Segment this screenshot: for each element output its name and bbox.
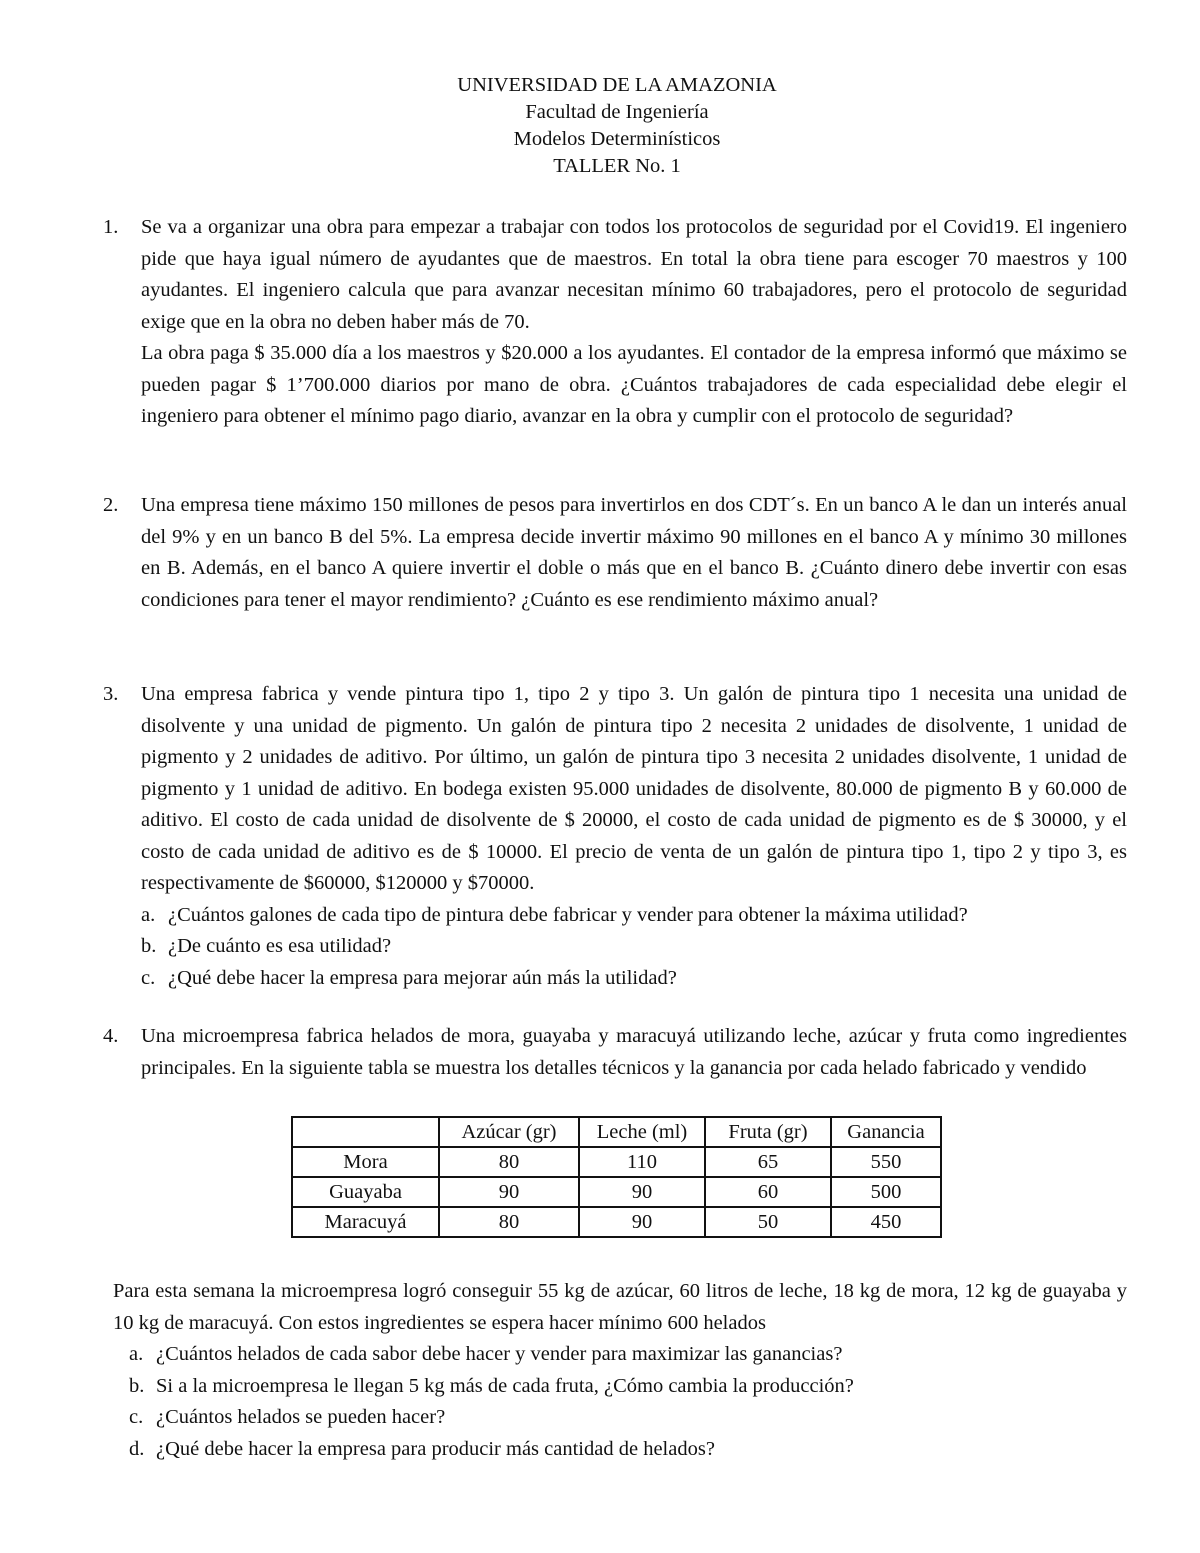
question-number: 3.: [103, 683, 119, 705]
table-cell: 450: [831, 1207, 941, 1237]
table-cell: 65: [705, 1147, 831, 1177]
table-cell: Maracuyá: [292, 1207, 439, 1237]
question-4: [103, 1021, 1127, 1084]
sub-text: ¿Cuántos helados de cada sabor debe hacer y vender para maximizar las ganancias?: [156, 1343, 843, 1365]
question-4-subs: [113, 1339, 1127, 1465]
question-number: 2.: [103, 494, 119, 516]
university-name: UNIVERSIDAD DE LA AMAZONIA: [457, 74, 777, 96]
question-1-paragraph-2: La obra paga $ 35.000 día a los maestros y $20.000 a los ayudantes. El contador de la empresa informó que máximo se pueden pagar $ 1’700.000 diarios por mano de obra. ¿Cuántos trabajadores de cada especialidad debe elegir el ingeniero para obtener el mínimo pago diario, avanzar en la obra y cumplir con el protocolo de seguridad?: [141, 342, 1127, 427]
question-3-text: Una empresa fabrica y vende pintura tipo 1, tipo 2 y tipo 3. Un galón de pintura tipo 1 necesita una unidad de disolvente y una unidad de pigmento. Un galón de pintura tipo 2 necesita 2 unidades de disolvente, 1 unidad de pigmento y 2 unidades de aditivo. Por último, un galón de pintura tipo 3 necesita 2 unidades disolvente, 1 unidad de pigmento y 1 unidad de aditivo. En bodega existen 95.000 unidades de disolvente, 80.000 de pigmento B y 60.000 de aditivo. El costo de cada unidad de disolvente de $ 20000, el costo de cada unidad de pigmento es de $ 30000, y el costo de cada unidad de aditivo es de $ 10000. El precio de venta de un galón de pintura tipo 1, tipo 2 y tipo 3, es respectivamente de $60000, $120000 y $70000.: [141, 683, 1127, 894]
sub-text: ¿De cuánto es esa utilidad?: [168, 935, 392, 957]
sub-text: ¿Qué debe hacer la empresa para mejorar aún más la utilidad?: [168, 966, 677, 989]
question-3: [103, 679, 1127, 994]
table-header-cell: Fruta (gr): [705, 1117, 831, 1147]
question-3-sub-a: [141, 900, 1127, 932]
course-name: Modelos Determinísticos: [513, 128, 721, 150]
question-1: [103, 212, 1127, 433]
question-number: 1.: [103, 216, 119, 238]
question-4-sub-d: [129, 1434, 1127, 1466]
table-cell: 80: [439, 1207, 579, 1237]
workshop-title: TALLER No. 1: [553, 155, 681, 177]
faculty-name: Facultad de Ingeniería: [525, 101, 709, 123]
table-header-row: [292, 1117, 941, 1147]
table-cell: 50: [705, 1207, 831, 1237]
sub-letter: c.: [141, 966, 156, 989]
table-cell: 80: [439, 1147, 579, 1177]
table-row: [292, 1177, 941, 1207]
table-cell: 90: [579, 1177, 705, 1207]
question-4-sub-b: [129, 1371, 1127, 1403]
question-3-sub-b: [141, 931, 1127, 963]
sub-text: ¿Cuántos helados se pueden hacer?: [156, 1406, 446, 1428]
question-4-sub-a: [129, 1339, 1127, 1371]
table-cell: 90: [579, 1207, 705, 1237]
sub-text: Si a la microempresa le llegan 5 kg más de cada fruta, ¿Cómo cambia la producción?: [156, 1374, 854, 1397]
question-number: 4.: [103, 1025, 119, 1047]
table-cell: Mora: [292, 1147, 439, 1177]
sub-letter: a.: [141, 903, 156, 926]
table-header-cell: Azúcar (gr): [439, 1117, 579, 1147]
question-2: [103, 490, 1127, 616]
question-3-sub-c: [141, 963, 1127, 995]
table-cell: 90: [439, 1177, 579, 1207]
sub-letter: b.: [129, 1374, 145, 1397]
table-cell: 110: [579, 1147, 705, 1177]
question-4-sub-c: [129, 1402, 1127, 1434]
table-cell: 550: [831, 1147, 941, 1177]
table-cell: 500: [831, 1177, 941, 1207]
document-header: [0, 72, 1200, 180]
ice-cream-table: [291, 1116, 942, 1238]
table-header-cell: [292, 1117, 439, 1147]
question-4-text: Una microempresa fabrica helados de mora, guayaba y maracuyá utilizando leche, azúcar y fruta como ingredientes principales. En la siguiente tabla se muestra los detalles técnicos y la ganancia por cada helado fabricado y vendido: [141, 1025, 1127, 1079]
sub-letter: a.: [129, 1343, 144, 1365]
question-2-text: Una empresa tiene máximo 150 millones de pesos para invertirlos en dos CDT´s. En un banco A le dan un interés anual del 9% y en un banco B del 5%. La empresa decide invertir máximo 90 millones en el banco A y mínimo 30 millones en B. Además, en el banco A quiere invertir el doble o más que en el banco B. ¿Cuánto dinero debe invertir con esas condiciones para tener el mayor rendimiento? ¿Cuánto es ese rendimiento máximo anual?: [141, 494, 1127, 611]
sub-text: ¿Cuántos galones de cada tipo de pintura debe fabricar y vender para obtener la máxima utilidad?: [168, 903, 968, 926]
table-row: [292, 1207, 941, 1237]
question-4-followup: [113, 1276, 1127, 1465]
table-header-cell: Ganancia: [831, 1117, 941, 1147]
sub-letter: b.: [141, 935, 157, 957]
table-cell: Guayaba: [292, 1177, 439, 1207]
table-cell: 60: [705, 1177, 831, 1207]
sub-letter: c.: [129, 1406, 144, 1428]
sub-letter: d.: [129, 1437, 145, 1460]
table-header-cell: Leche (ml): [579, 1117, 705, 1147]
question-4-followup-text: Para esta semana la microempresa logró conseguir 55 kg de azúcar, 60 litros de leche, 18 kg de mora, 12 kg de guayaba y 10 kg de maracuyá. Con estos ingredientes se espera hacer mínimo 600 helados: [113, 1280, 1127, 1334]
sub-text: ¿Qué debe hacer la empresa para producir más cantidad de helados?: [156, 1437, 715, 1460]
table-row: [292, 1147, 941, 1177]
question-1-paragraph-1: Se va a organizar una obra para empezar a trabajar con todos los protocolos de seguridad por el Covid19. El ingeniero pide que haya igual número de ayudantes que de maestros. En total la obra tiene para escoger 70 maestros y 100 ayudantes. El ingeniero calcula que para avanzar necesitan mínimo 60 trabajadores, pero el protocolo de seguridad exige que en la obra no deben haber más de 70.: [141, 216, 1127, 333]
